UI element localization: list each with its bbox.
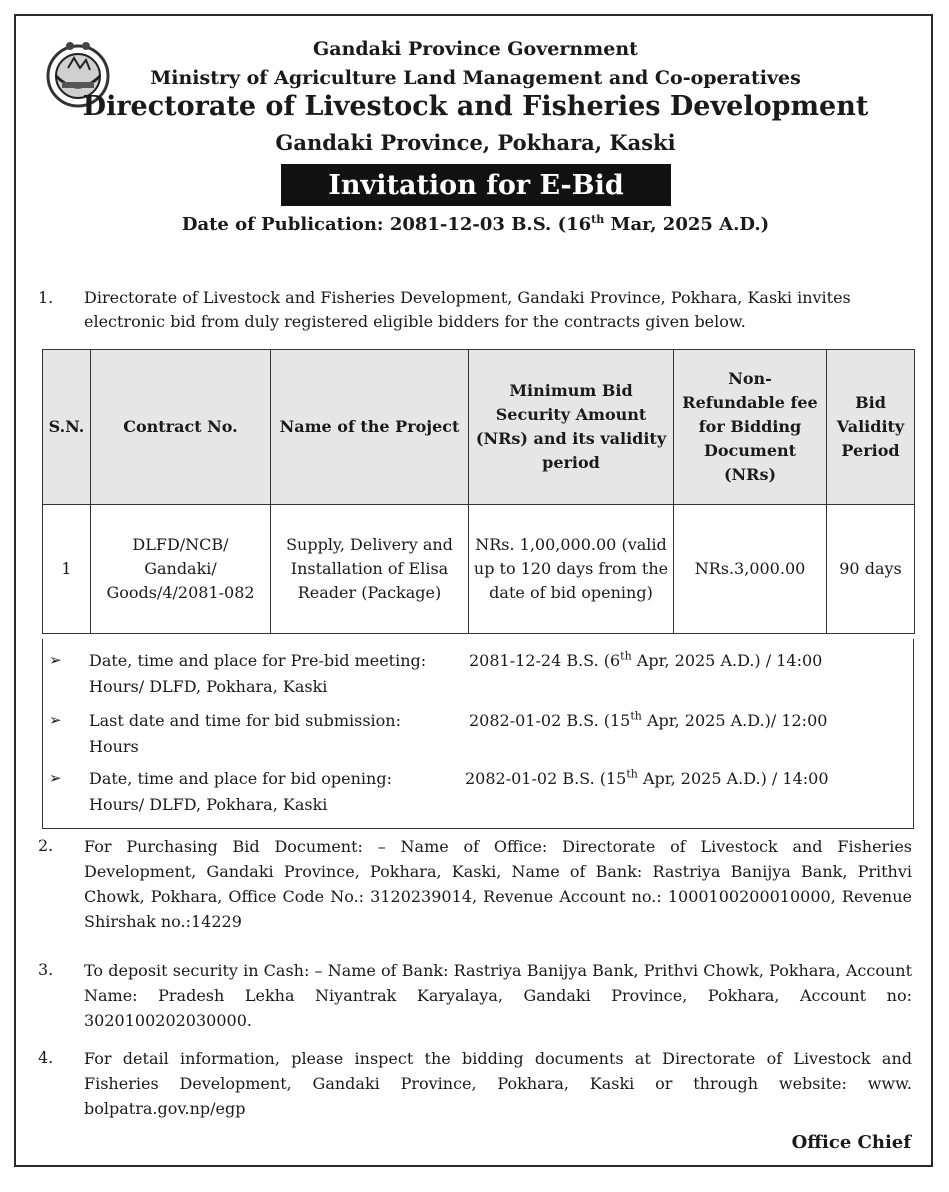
opening-continuation: Hours/ DLFD, Pokhara, Kaski [89, 795, 328, 814]
prebid-label: Date, time and place for Pre-bid meeting: [89, 651, 427, 670]
submission-label: Last date and time for bid submission: [89, 711, 401, 730]
opening-label: Date, time and place for bid opening: [89, 769, 392, 788]
column-header: S.N. [43, 350, 91, 505]
arrow-bullet-icon: ➢ [49, 711, 62, 729]
column-header: Name of the Project [271, 350, 469, 505]
opening-value: 2082-01-02 B.S. (15th Apr, 2025 A.D.) / 14:00 [465, 767, 829, 788]
arrow-bullet-icon: ➢ [49, 651, 62, 669]
column-header: Minimum Bid Security Amount (NRs) and its validity period [469, 350, 674, 505]
prebid-value: 2081-12-24 B.S. (6th Apr, 2025 A.D.) / 14:00 [469, 649, 823, 670]
table-cell: NRs.3,000.00 [674, 505, 827, 634]
table-cell: 90 days [827, 505, 915, 634]
signature-office-chief: Office Chief [791, 1132, 911, 1153]
clause-number: 2. [38, 836, 54, 855]
table-cell: 1 [43, 505, 91, 634]
clause-number: 1. [38, 288, 54, 307]
column-header: Non-Refundable fee for Bidding Document (NRs) [674, 350, 827, 505]
table-cell: Supply, Delivery and Installation of Elisa Reader (Package) [271, 505, 469, 634]
clause-number: 3. [38, 960, 54, 979]
clause-text: For Purchasing Bid Document: – Name of Office: Directorate of Livestock and Fisheries Development, Gandaki Province, Pokhara, Kaski, Name of Bank: Rastriya Banijya Bank, Prithvi Chowk, Pokhara, Office Code No.: 3120239014, Revenue Account no.: 1000100200010000, Revenue Shirshak no.:14229 [84, 837, 912, 931]
arrow-bullet-icon: ➢ [49, 769, 62, 787]
notice-title-banner [281, 164, 671, 206]
notice-frame [14, 14, 933, 1167]
key-dates-box [42, 639, 914, 829]
clause-text: To deposit security in Cash: – Name of Bank: Rastriya Banijya Bank, Prithvi Chowk, Pokhara, Account Name: Pradesh Lekha Niyantrak Karyalaya, Gandaki Province, Pokhara, Account no: 3020100202030000. [84, 961, 912, 1030]
intro-line: electronic bid from duly registered eligible bidders for the contracts given below. [84, 312, 746, 331]
clause-number: 4. [38, 1048, 54, 1067]
column-header: Contract No. [91, 350, 271, 505]
submission-continuation: Hours [89, 737, 139, 756]
submission-value: 2082-01-02 B.S. (15th Apr, 2025 A.D.)/ 12:00 [469, 709, 828, 730]
column-header: Bid Validity Period [827, 350, 915, 505]
table-cell: DLFD/NCB/ Gandaki/ Goods/4/2081-082 [91, 505, 271, 634]
intro-line: Directorate of Livestock and Fisheries Development, Gandaki Province, Pokhara, Kaski invites [84, 288, 851, 307]
government-name: Gandaki Province Government [313, 38, 638, 60]
ministry-name: Ministry of Agriculture Land Management and Co-operatives [150, 67, 801, 89]
table-cell: NRs. 1,00,000.00 (valid up to 120 days from the date of bid opening) [469, 505, 674, 634]
clause-text: For detail information, please inspect the bidding documents at Directorate of Livestock and Fisheries Development, Gandaki Province, Pokhara, Kaski or through website: www. bolpatra.gov.np/egp [84, 1049, 912, 1118]
notice-title: Invitation for E-Bid [328, 169, 624, 201]
table-header-row [43, 350, 915, 505]
bid-table [42, 349, 915, 634]
publication-date: Date of Publication: 2081-12-03 B.S. (16th Mar, 2025 A.D.) [181, 213, 770, 235]
office-location: Gandaki Province, Pokhara, Kaski [275, 130, 676, 155]
table-row [43, 505, 915, 634]
directorate-name: Directorate of Livestock and Fisheries Development [82, 91, 869, 122]
prebid-continuation: Hours/ DLFD, Pokhara, Kaski [89, 677, 328, 696]
